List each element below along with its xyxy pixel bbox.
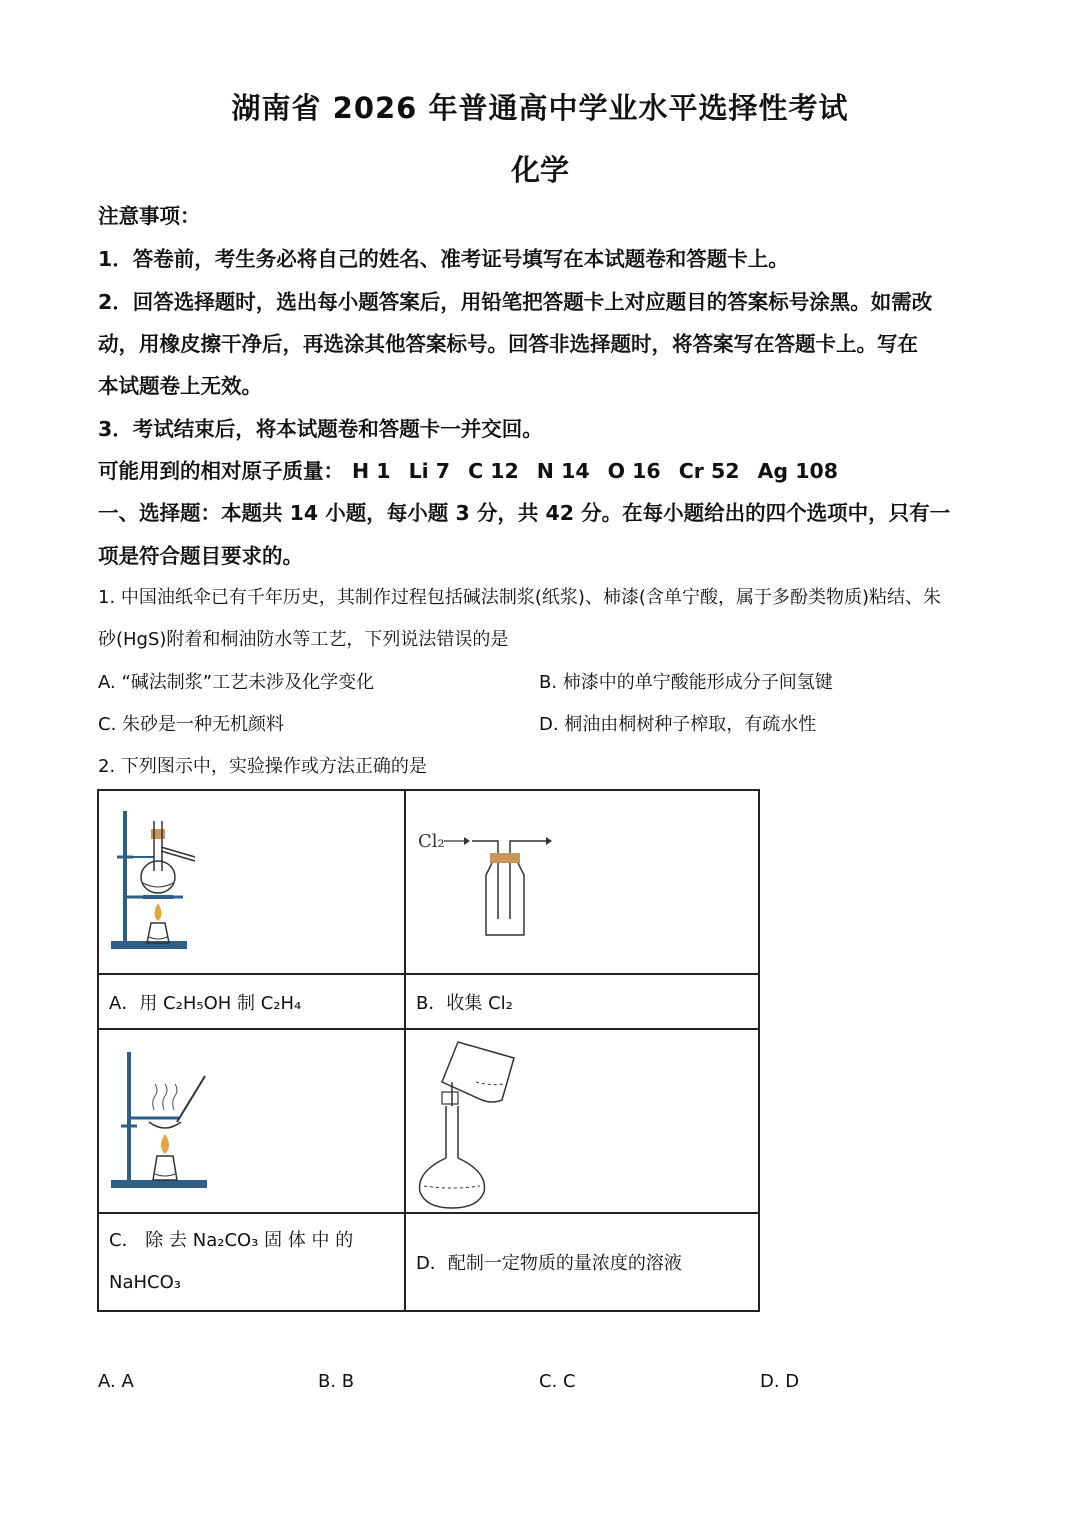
q1-option-b[interactable]: B. 柿漆中的单宁酸能形成分子间氢键 xyxy=(539,672,833,693)
figure-cell-d xyxy=(405,1029,759,1213)
notice-item-2-line2: 动，用橡皮擦干净后，再选涂其他答案标号。回答非选择题时，将答案写在答题卡上。写在 xyxy=(98,332,918,356)
section-heading-line2: 项是符合题目要求的。 xyxy=(98,544,303,568)
q2-answer-a[interactable]: A. A xyxy=(98,1371,134,1392)
flask-distillation-apparatus-icon xyxy=(99,791,404,973)
figure-cell-a xyxy=(98,790,405,974)
figure-b-label: Cl₂ xyxy=(418,831,445,852)
caption-a: A．用 C₂H₅OH 制 C₂H₄ xyxy=(98,974,405,1029)
q2-answer-c[interactable]: C. C xyxy=(539,1371,576,1392)
gas-washing-bottle-icon xyxy=(406,791,758,973)
figure-cell-b xyxy=(405,790,759,974)
mass-item: Ag 108 xyxy=(757,459,838,483)
caption-c-line2: NaHCO₃ xyxy=(109,1272,181,1293)
question-1-line1: 1. 中国油纸伞已有千年历史，其制作过程包括碱法制浆(纸浆)、柿漆(含单宁酸，属于多酚类物质)粘结、朱 xyxy=(98,587,941,608)
figure-cell-c xyxy=(98,1029,405,1213)
caption-b: B．收集 Cl₂ xyxy=(405,974,759,1029)
evaporating-dish-apparatus-icon xyxy=(99,1030,404,1212)
q1-option-d[interactable]: D. 桐油由桐树种子榨取，有疏水性 xyxy=(539,714,817,735)
notice-item-3: 3．考试结束后，将本试题卷和答题卡一并交回。 xyxy=(98,417,543,441)
mass-item: N 14 xyxy=(536,459,590,483)
notice-item-2-line1: 2．回答选择题时，选出每小题答案后，用铅笔把答题卡上对应题目的答案标号涂黑。如需改 xyxy=(98,290,933,314)
caption-c xyxy=(98,1213,405,1311)
notice-item-1: 1．答卷前，考生务必将自己的姓名、准考证号填写在本试题卷和答题卡上。 xyxy=(98,247,789,271)
caption-c-line1: C． 除 去 Na₂CO₃ 固 体 中 的 xyxy=(109,1230,354,1251)
page-title: 湖南省 2026 年普通高中学业水平选择性考试 xyxy=(231,91,849,125)
q2-figure-table xyxy=(97,789,760,1312)
q2-answer-d[interactable]: D. D xyxy=(760,1371,800,1392)
mass-item: C 12 xyxy=(468,459,519,483)
q1-option-c[interactable]: C. 朱砂是一种无机颜料 xyxy=(98,714,285,735)
subject-title: 化学 xyxy=(510,153,569,187)
caption-d: D．配制一定物质的量浓度的溶液 xyxy=(405,1213,759,1311)
notice-item-2-line3: 本试题卷上无效。 xyxy=(98,374,262,398)
mass-item: Li 7 xyxy=(408,459,451,483)
q2-answer-b[interactable]: B. B xyxy=(318,1371,355,1392)
question-2-stem: 2. 下列图示中，实验操作或方法正确的是 xyxy=(98,756,427,777)
atomic-masses xyxy=(98,450,988,492)
notice-heading: 注意事项： xyxy=(98,204,201,228)
atomic-masses-label: 可能用到的相对原子质量： xyxy=(98,459,344,483)
section-heading-line1: 一、选择题：本题共 14 小题，每小题 3 分，共 42 分。在每小题给出的四个选项中，只有一 xyxy=(98,501,951,525)
volumetric-flask-pouring-icon xyxy=(406,1030,758,1212)
question-1-line2: 砂(HgS)附着和桐油防水等工艺，下列说法错误的是 xyxy=(98,629,509,650)
mass-item: Cr 52 xyxy=(678,459,740,483)
mass-item: O 16 xyxy=(607,459,661,483)
mass-item: H 1 xyxy=(352,459,391,483)
q1-option-a[interactable]: A. “碱法制浆”工艺未涉及化学变化 xyxy=(98,672,375,693)
